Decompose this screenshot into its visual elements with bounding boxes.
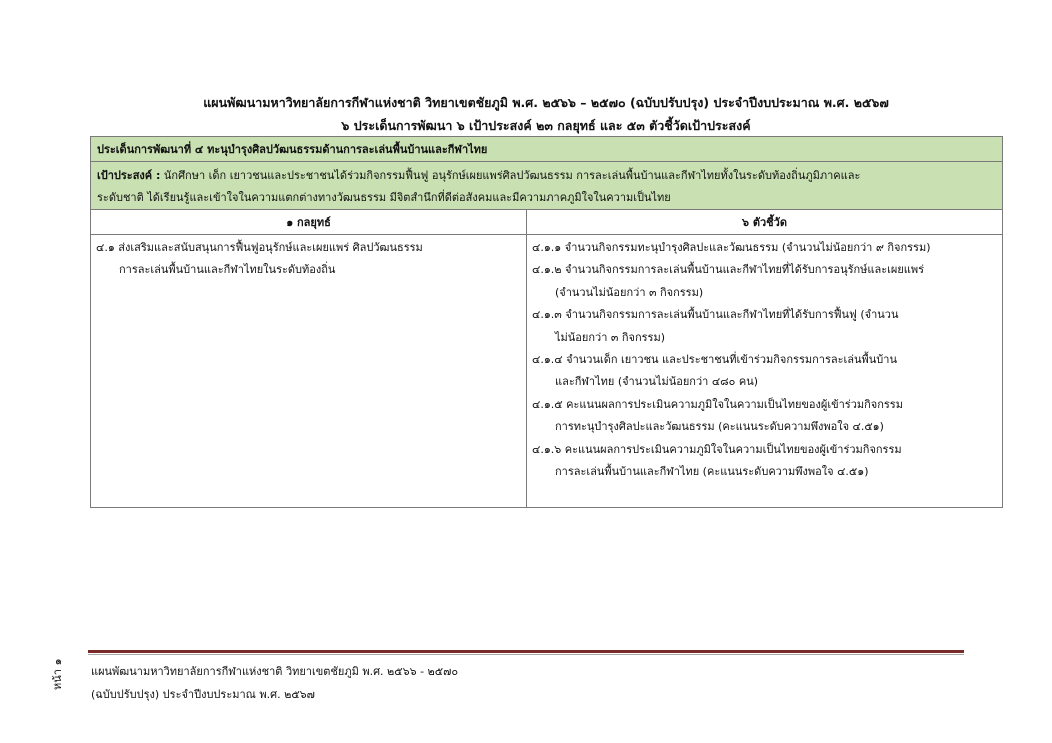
indicator-item [532,259,998,304]
footer-text-line-2: (ฉบับปรับปรุง) ประจำปีงบประมาณ พ.ศ. ๒๕๖๗ [91,688,315,701]
indicator-line-1: ๔.๑.๕ คะแนนผลการประเมินความภูมิใจในความเป็นไทยของผู้เข้าร่วมกิจกรรม [532,397,903,411]
indicator-item [532,304,998,349]
indicator-item [532,394,998,439]
footer-text-line-1: แผนพัฒนามหาวิทยาลัยการกีฬาแห่งชาติ วิทยาเขตชัยภูมิ พ.ศ. ๒๕๖๖ - ๒๕๗๐ [91,665,459,678]
goal-line-2: ระดับชาติ ได้เรียนรู้และเข้าใจในความแตกต่างทางวัฒนธรรม มีจิตสำนึกที่ดีต่อสังคมและมีความภาคภูมิใจในความเป็นไทย [97,191,671,204]
indicator-item [532,439,998,484]
goal-line-1 [97,165,996,187]
indicator-line-1: ๔.๑.๖ คะแนนผลการประเมินความภูมิใจในความเป็นไทยของผู้เข้าร่วมกิจกรรม [532,442,902,456]
indicator-line-1: ๔.๑.๒ จำนวนกิจกรรมการละเล่นพื้นบ้านและกีฬาไทยที่ได้รับการอนุรักษ์และเผยแพร่ [532,263,925,277]
indicator-line-1: ๔.๑.๔ จำนวนเด็ก เยาวชน และประชาชนที่เข้าร่วมกิจกรรมการละเล่นพื้นบ้าน [532,353,897,367]
indicator-line-2: ไม่น้อยกว่า ๓ กิจกรรม) [555,330,666,344]
indicator-line-2: (จำนวนไม่น้อยกว่า ๓ กิจกรรม) [555,285,704,299]
goal-text-1: นักศึกษา เด็ก เยาวชนและประชาชนได้ร่วมกิจกรรมฟื้นฟู อนุรักษ์เผยแพร่ศิลปวัฒนธรรม การละเล่นพื้นบ้านและกีฬาไทยทั้งในระดับท้องถิ่นภูมิภาคและ [160,169,861,182]
document-subtitle: ๖ ประเด็นการพัฒนา ๖ เป้าประสงค์ ๒๓ กลยุทธ์ และ ๕๓ ตัวชี้วัดเป้าประสงค์ [341,118,751,133]
development-issue-text: ประเด็นการพัฒนาที่ ๔ ทะนุบำรุงศิลปวัฒนธรรมด้านการละเล่นพื้นบ้านและกีฬาไทย [97,143,488,156]
indicator-line-2: การทะนุบำรุงศิลปะและวัฒนธรรม (คะแนนระดับความพึงพอใจ ๔.๕๑) [555,420,884,434]
goal-row [91,162,1003,210]
page-number: หน้า ๑ [51,658,64,690]
development-issue-row [91,137,1003,162]
indicator-line-2: และกีฬาไทย (จำนวนไม่น้อยกว่า ๔๘๐ คน) [555,375,759,389]
strategy-cell [91,235,527,508]
strategy-column-header: ๑ กลยุทธ์ [91,210,527,235]
indicator-line-2: การละเล่นพื้นบ้านและกีฬาไทย (คะแนนระดับความพึงพอใจ ๔.๕๑) [555,465,869,479]
indicator-cell [527,235,1003,508]
document-title: แผนพัฒนามหาวิทยาลัยการกีฬาแห่งชาติ วิทยาเขตชัยภูมิ พ.ศ. ๒๕๖๖ – ๒๕๗๐ (ฉบับปรับปรุง) ประจำปีงบประมาณ พ.ศ. ๒๕๖๗ [203,95,889,110]
goal-label: เป้าประสงค์ : [97,169,161,182]
indicator-item [532,349,998,394]
footer-divider [88,650,964,653]
indicator-column-header: ๖ ตัวชี้วัด [527,210,1003,235]
indicator-line-1: ๔.๑.๑ จำนวนกิจกรรมทะนุบำรุงศิลปะและวัฒนธรรม (จำนวนไม่น้อยกว่า ๙ กิจกรรม) [532,241,931,254]
strategy-item [96,237,522,282]
strategy-line-2: การละเล่นพื้นบ้านและกีฬาไทยในระดับท้องถิ่น [119,263,336,277]
indicator-item [532,237,998,259]
strategy-line-1: ๔.๑ ส่งเสริมและสนับสนุนการฟื้นฟูอนุรักษ์และเผยแพร่ ศิลปวัฒนธรรม [96,241,423,254]
development-plan-table [90,136,1003,508]
indicator-line-1: ๔.๑.๓ จำนวนกิจกรรมการละเล่นพื้นบ้านและกีฬาไทยที่ได้รับการฟื้นฟู (จำนวน [532,308,899,322]
footer-divider-thin [88,654,964,655]
